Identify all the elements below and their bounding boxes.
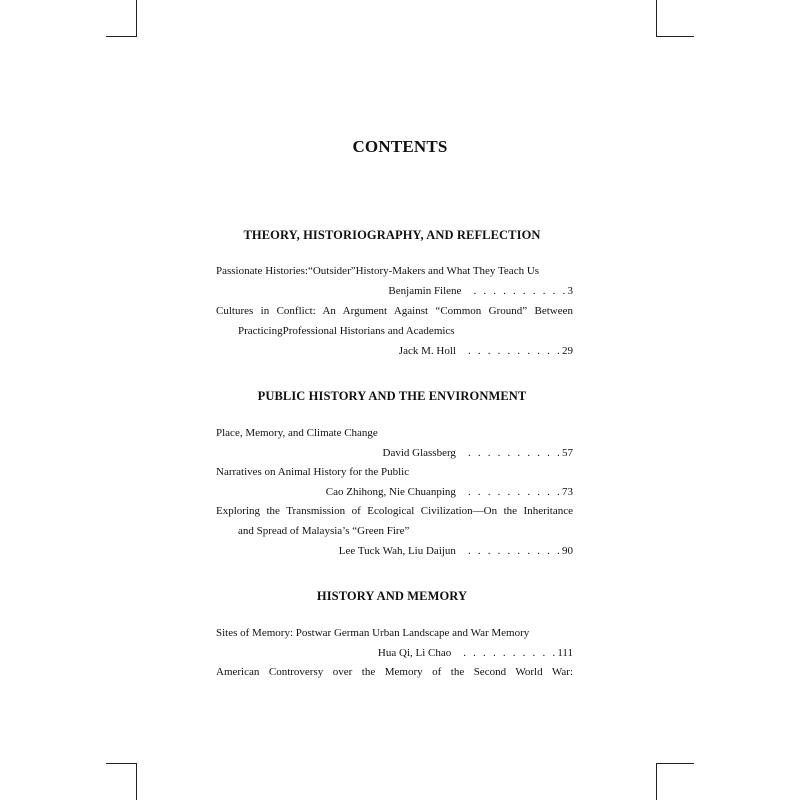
entry-page-number: 90 xyxy=(562,545,573,557)
entry-author: Hua Qi, Li Chao xyxy=(377,647,452,659)
leader-dots: . . . . . . . . . . xyxy=(473,285,568,297)
leader-dots: . . . . . . . . . . xyxy=(467,545,562,557)
section-heading-theory: THEORY, HISTORIOGRAPHY, AND REFLECTION xyxy=(243,228,541,242)
toc-entry-place-memory[interactable] xyxy=(216,423,573,463)
entry-title: Narratives on Animal History for the Public xyxy=(216,466,410,478)
entry-page-number: 57 xyxy=(562,447,573,459)
entry-title: Cultures in Conflict: An Argument Against “Common Ground” Between xyxy=(216,305,573,317)
toc-entry-american-controversy[interactable] xyxy=(216,662,573,682)
entry-page-number: 29 xyxy=(562,345,573,357)
entry-author: David Glassberg xyxy=(382,447,456,459)
leader-dots: . . . . . . . . . . xyxy=(467,345,562,357)
entry-title: Passionate Histories:“Outsider”History-Makers and What They Teach Us xyxy=(216,265,540,277)
entry-title: American Controversy over the Memory of the Second World War: xyxy=(216,666,573,678)
toc-entry-passionate-histories[interactable] xyxy=(216,261,573,301)
entry-author: Jack M. Holl xyxy=(398,345,456,357)
entry-author: Cao Zhihong, Nie Chuanping xyxy=(325,486,456,498)
page-title: CONTENTS xyxy=(352,137,448,156)
leader-dots: . . . . . . . . . . xyxy=(463,647,558,659)
entry-author: Benjamin Filene xyxy=(388,285,462,297)
toc-entry-ecological-civilization[interactable] xyxy=(216,501,573,561)
entry-page-number: 111 xyxy=(557,647,573,659)
entry-author: Lee Tuck Wah, Liu Daijun xyxy=(338,545,456,557)
entry-title-continued: and Spread of Malaysia’s “Green Fire” xyxy=(238,525,410,537)
leader-dots: . . . . . . . . . . xyxy=(467,447,562,459)
section-heading-memory: HISTORY AND MEMORY xyxy=(316,589,468,603)
toc-entry-cultures-in-conflict[interactable] xyxy=(216,301,573,361)
section-heading-environment: PUBLIC HISTORY AND THE ENVIRONMENT xyxy=(257,389,527,403)
entry-title-continued: PracticingProfessional Historians and Academics xyxy=(238,325,455,337)
leader-dots: . . . . . . . . . . xyxy=(467,486,562,498)
entry-title: Sites of Memory: Postwar German Urban Landscape and War Memory xyxy=(216,627,530,639)
entry-title: Place, Memory, and Climate Change xyxy=(216,427,378,439)
toc-entry-animal-history[interactable] xyxy=(216,462,573,502)
entry-page-number: 73 xyxy=(562,486,573,498)
entry-page-number: 3 xyxy=(567,285,573,297)
entry-title: Exploring the Transmission of Ecological Civilization—On the Inheritance xyxy=(216,505,573,517)
toc-entry-sites-of-memory[interactable] xyxy=(216,623,573,663)
